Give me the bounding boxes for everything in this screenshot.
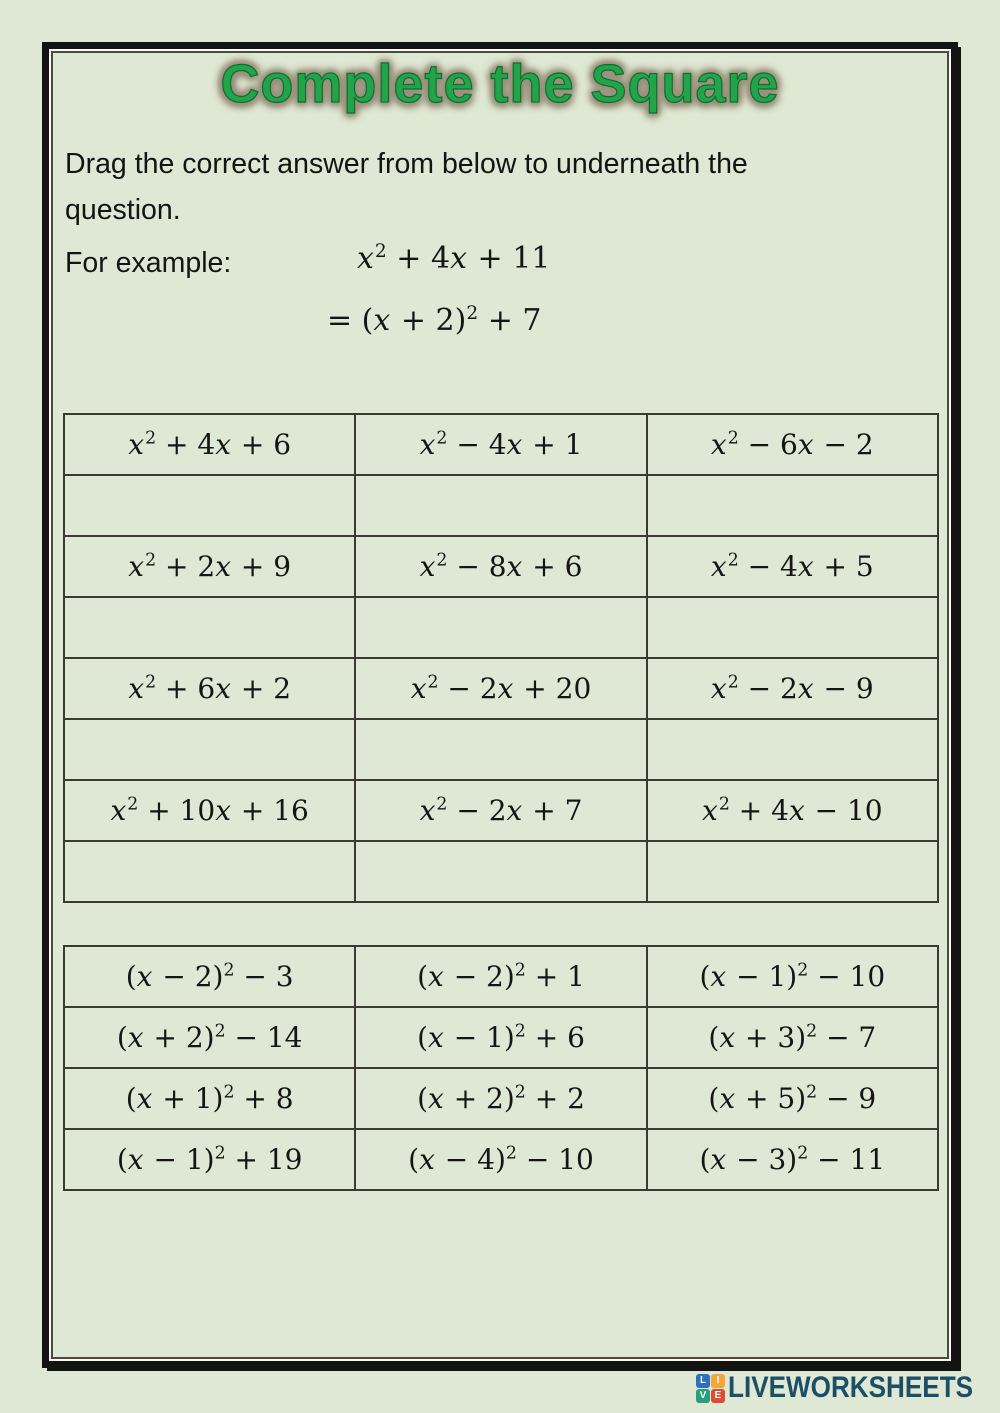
answer-drop-zone[interactable]: [355, 841, 646, 902]
answer-option[interactable]: $(x + 5)^2 - 9$: [647, 1068, 938, 1129]
answers-table: [63, 945, 939, 1191]
answer-row: [64, 1129, 938, 1190]
page-title: Complete the Square: [220, 54, 780, 114]
question-cell: $x^2 + 4x - 10$: [647, 780, 938, 841]
questions-table: [63, 413, 939, 903]
drop-row: [64, 719, 938, 780]
answer-row: [64, 946, 938, 1007]
question-row: [64, 780, 938, 841]
answer-row: [64, 1007, 938, 1068]
answer-option[interactable]: $(x + 2)^2 + 2$: [355, 1068, 646, 1129]
liveworksheets-icon: [696, 1374, 725, 1403]
answer-drop-zone[interactable]: [64, 597, 355, 658]
answer-option[interactable]: $(x - 4)^2 - 10$: [355, 1129, 646, 1190]
answer-option[interactable]: $(x - 1)^2 + 6$: [355, 1007, 646, 1068]
liveworksheets-logo: [696, 1371, 1000, 1405]
logo-square-v: V: [696, 1389, 710, 1403]
question-row: [64, 658, 938, 719]
drop-row: [64, 841, 938, 902]
logo-square-i: I: [711, 1374, 725, 1388]
question-cell: $x^2 - 2x + 7$: [355, 780, 646, 841]
example-expression: $x^2 + 4x + 11$: [357, 241, 551, 276]
question-cell: $x^2 + 10x + 16$: [64, 780, 355, 841]
answer-drop-zone[interactable]: [355, 475, 646, 536]
answer-option[interactable]: $(x - 2)^2 + 1$: [355, 946, 646, 1007]
answer-drop-zone[interactable]: [647, 719, 938, 780]
answer-drop-zone[interactable]: [64, 841, 355, 902]
answer-option[interactable]: $(x - 3)^2 - 11$: [647, 1129, 938, 1190]
answer-option[interactable]: $(x + 1)^2 + 8$: [64, 1068, 355, 1129]
answer-option[interactable]: $(x - 2)^2 - 3$: [64, 946, 355, 1007]
question-row: [64, 414, 938, 475]
question-cell: $x^2 - 8x + 6$: [355, 536, 646, 597]
question-cell: $x^2 + 6x + 2$: [64, 658, 355, 719]
question-row: [64, 536, 938, 597]
answer-drop-zone[interactable]: [64, 475, 355, 536]
answer-option[interactable]: $(x - 1)^2 - 10$: [647, 946, 938, 1007]
question-cell: $x^2 - 2x - 9$: [647, 658, 938, 719]
answer-drop-zone[interactable]: [355, 597, 646, 658]
worksheet-frame: [42, 42, 958, 1368]
drop-row: [64, 597, 938, 658]
logo-square-e: E: [711, 1389, 725, 1403]
answer-drop-zone[interactable]: [64, 719, 355, 780]
answer-drop-zone[interactable]: [355, 719, 646, 780]
answer-drop-zone[interactable]: [647, 475, 938, 536]
example-label: For example:: [65, 247, 232, 279]
question-cell: $x^2 + 4x + 6$: [64, 414, 355, 475]
answer-option[interactable]: $(x + 3)^2 - 7$: [647, 1007, 938, 1068]
question-cell: $x^2 - 2x + 20$: [355, 658, 646, 719]
question-cell: $x^2 - 4x + 5$: [647, 536, 938, 597]
answer-row: [64, 1068, 938, 1129]
question-cell: $x^2 - 6x - 2$: [647, 414, 938, 475]
logo-square-l: L: [696, 1374, 710, 1388]
answer-drop-zone[interactable]: [647, 841, 938, 902]
example-result: = $(x + 2)^2 + 7$: [327, 303, 542, 338]
instructions-text: Drag the correct answer from below to underneath the question.: [65, 148, 748, 227]
question-cell: $x^2 + 2x + 9$: [64, 536, 355, 597]
brand-name: LIVEWORKSHEETS: [728, 1371, 974, 1404]
question-cell: $x^2 - 4x + 1$: [355, 414, 646, 475]
answer-option[interactable]: $(x - 1)^2 + 19$: [64, 1129, 355, 1190]
drop-row: [64, 475, 938, 536]
answer-option[interactable]: $(x + 2)^2 - 14$: [64, 1007, 355, 1068]
answer-drop-zone[interactable]: [647, 597, 938, 658]
